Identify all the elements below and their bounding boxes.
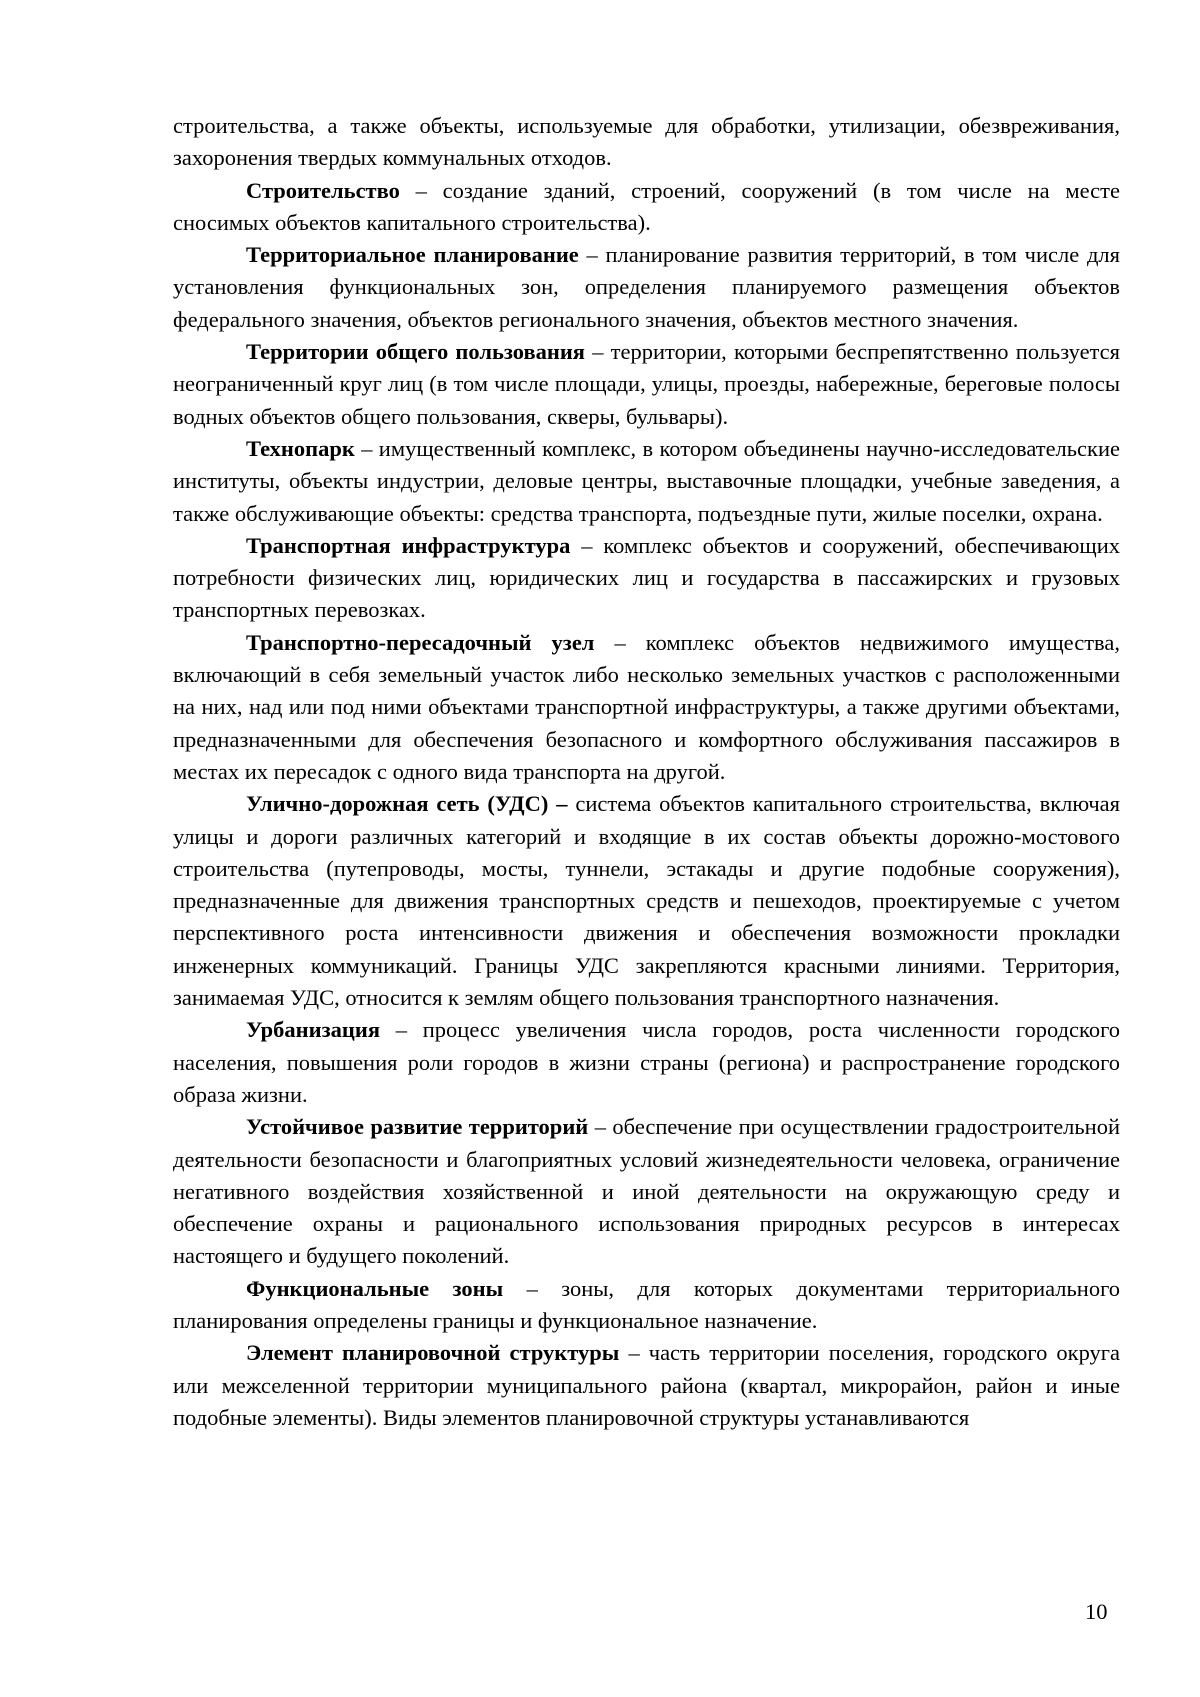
definition-term: Функциональные зоны	[246, 1275, 504, 1301]
definition-term: Улично-дорожная сеть (УДС) –	[246, 791, 568, 817]
definition-paragraph	[173, 175, 1120, 240]
definition-paragraph	[173, 1337, 1120, 1434]
definition-paragraph	[173, 1111, 1120, 1272]
definition-term: Элемент планировочной структуры	[246, 1340, 620, 1366]
definition-term: Территориальное планирование	[246, 242, 579, 268]
definition-paragraph	[173, 1273, 1120, 1338]
definition-text: – территории, которыми беспрепятственно пользуется неограниченный круг лиц (в том числе площади, улицы, проезды, набережные, береговые полосы водных объектов общего пользования, скверы, бульвары).	[173, 339, 1120, 429]
definition-text: – зоны, для которых документами территориального планирования определены границы и функциональное назначение.	[173, 1275, 1120, 1333]
definition-paragraph	[173, 336, 1120, 433]
definition-term: Территории общего пользования	[246, 339, 585, 365]
definition-text: – создание зданий, строений, сооружений (в том числе на месте сносимых объектов капитального строительства).	[173, 177, 1120, 235]
intro-paragraph: строительства, а также объекты, используемые для обработки, утилизации, обезвреживания, захоронения твердых коммунальных отходов.	[173, 113, 1120, 171]
definition-text: – комплекс объектов и сооружений, обеспечивающих потребности физических лиц, юридических лиц и государства в пассажирских и грузовых транспортных перевозках.	[173, 532, 1120, 623]
definition-term: Урбанизация	[246, 1017, 381, 1043]
definition-paragraph	[173, 433, 1120, 530]
definition-term: Транспортно-пересадочный узел	[246, 629, 595, 655]
definition-term: Устойчивое развитие территорий	[246, 1114, 589, 1140]
page-number: 10	[1085, 1599, 1108, 1624]
definition-paragraph	[173, 530, 1120, 627]
document-body	[173, 110, 1120, 1434]
definition-text: – комплекс объектов недвижимого имущества, включающий в себя земельный участок либо несколько земельных участков с расположенными на них, над или под ними объектами транспортной инфраструктуры, а также другими объектами, предназначенными для обеспечения безопасного и комфортного обслуживания пассажиров в местах их пересадок с одного вида транспорта на другой.	[173, 629, 1120, 784]
definition-term: Транспортная инфраструктура	[246, 532, 571, 558]
definition-term: Строительство	[246, 177, 400, 203]
definition-text: – процесс увеличения числа городов, роста численности городского населения, повышения роли городов в жизни страны (региона) и распространение городского образа жизни.	[173, 1017, 1120, 1107]
definition-paragraph	[173, 788, 1120, 1014]
definition-text: – часть территории поселения, городского округа или межселенной территории муниципального района (квартал, микрорайон, район и иные подобные элементы). Виды элементов планировочной структуры устанавливаются	[173, 1340, 1121, 1430]
definition-text: – обеспечение при осуществлении градостроительной деятельности безопасности и благоприятных условий жизнедеятельности человека, ограничение негативного воздействия хозяйственной и иной деятельности на окружающую среду и обеспечение охраны и рационального использования природных ресурсов в интересах настоящего и будущего поколений.	[173, 1114, 1120, 1269]
definition-text: система объектов капитального строительства, включая улицы и дороги различных категорий и входящие в их состав объекты дорожно-мостового строительства (путепроводы, мосты, туннели, эстакады и другие подобные сооружения), предназначенные для движения транспортных средств и пешеходов, проектируемые с учетом перспективного роста интенсивности движения и обеспечения возможности прокладки инженерных коммуникаций. Границы УДС закрепляются красными линиями. Территория, занимаемая УДС, относится к землям общего пользования транспортного назначения.	[173, 791, 1120, 1011]
definition-paragraph	[173, 1014, 1120, 1111]
definition-paragraph	[173, 239, 1120, 336]
definition-text: – имущественный комплекс, в котором объединены научно-исследовательские институты, объекты индустрии, деловые центры, выставочные площадки, учебные заведения, а также обслуживающие объекты: средства транспорта, подъездные пути, жилые поселки, охрана.	[173, 435, 1120, 526]
definition-paragraph	[173, 627, 1120, 788]
definition-text: – планирование развития территорий, в том числе для установления функциональных зон, определения планируемого размещения объектов федерального значения, объектов регионального значения, объектов местного значения.	[173, 242, 1120, 332]
definition-term: Технопарк	[246, 435, 355, 461]
